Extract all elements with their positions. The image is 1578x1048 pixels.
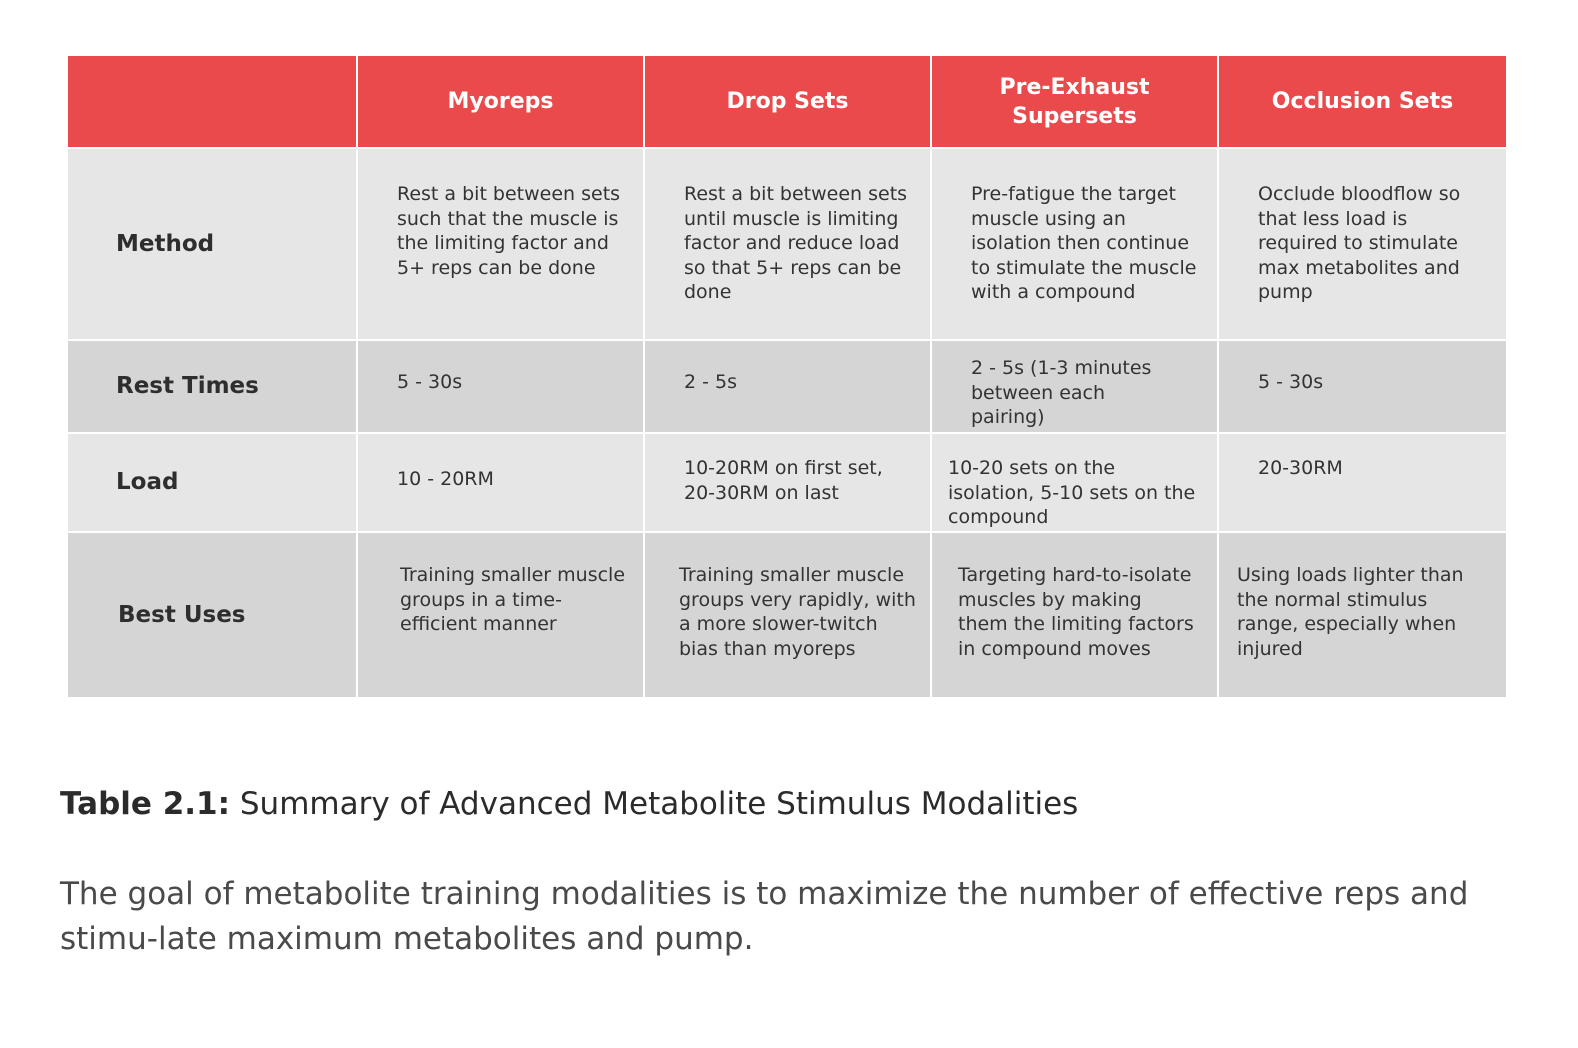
best-uses-occlusion-cell: Using loads lighter than the normal stimulus range, especially when injured	[1219, 533, 1506, 697]
table-caption	[60, 786, 1078, 822]
caption-label: Table 2.1:	[60, 786, 231, 822]
header-corner-cell	[68, 56, 356, 147]
header-occlusion-sets: Occlusion Sets	[1219, 56, 1506, 147]
rest-occlusion-cell: 5 - 30s	[1219, 341, 1506, 432]
row-label-load: Load	[68, 434, 356, 531]
caption-text: Summary of Advanced Metabolite Stimulus Modalities	[239, 786, 1079, 822]
header-pre-exhaust-supersets: Pre-Exhaust Supersets	[932, 56, 1217, 147]
best-uses-drop-sets-cell: Training smaller muscle groups very rapidly, with a more slower-twitch bias than myoreps	[645, 533, 930, 697]
row-label-method: Method	[68, 149, 356, 339]
body-paragraph: The goal of metabolite training modalities is to maximize the number of effective reps and stimu-late maximum metabolites and pump.	[60, 876, 1469, 957]
load-drop-sets-cell: 10-20RM on first set, 20-30RM on last	[645, 434, 930, 531]
load-occlusion-cell: 20-30RM	[1219, 434, 1506, 531]
rest-drop-sets-cell: 2 - 5s	[645, 341, 930, 432]
method-drop-sets-cell: Rest a bit between sets until muscle is limiting factor and reduce load so that 5+ reps can be done	[645, 149, 930, 339]
method-pre-exhaust-cell: Pre-fatigue the target muscle using an isolation then continue to stimulate the muscle with a compound	[932, 149, 1217, 339]
header-drop-sets: Drop Sets	[645, 56, 930, 147]
method-myoreps-cell: Rest a bit between sets such that the muscle is the limiting factor and 5+ reps can be done	[358, 149, 643, 339]
metabolite-modalities-table	[68, 56, 1504, 697]
method-occlusion-cell: Occlude bloodflow so that less load is required to stimulate max metabolites and pump	[1219, 149, 1506, 339]
rest-pre-exhaust-cell: 2 - 5s (1-3 minutes between each pairing)	[932, 341, 1217, 432]
row-label-rest-times: Rest Times	[68, 341, 356, 432]
best-uses-pre-exhaust-cell: Targeting hard-to-isolate muscles by making them the limiting factors in compound moves	[932, 533, 1217, 697]
best-uses-myoreps-cell: Training smaller muscle groups in a time-efficient manner	[358, 533, 643, 697]
header-myoreps: Myoreps	[358, 56, 643, 147]
load-pre-exhaust-cell: 10-20 sets on the isolation, 5-10 sets on the compound	[932, 434, 1217, 531]
load-myoreps-cell: 10 - 20RM	[358, 434, 643, 531]
row-label-best-uses: Best Uses	[68, 533, 356, 697]
rest-myoreps-cell: 5 - 30s	[358, 341, 643, 432]
